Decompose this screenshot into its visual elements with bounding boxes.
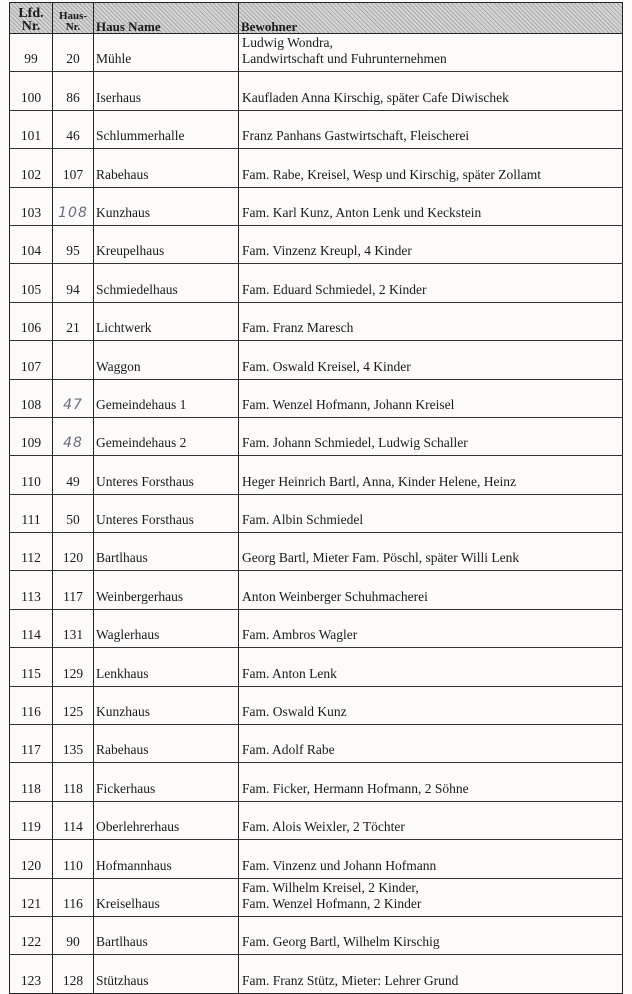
cell-haus-nr [53, 149, 94, 187]
bewohner-line: Fam. Eduard Schmiedel, 2 Kinder [242, 281, 427, 297]
cell-lfd-nr: 116 [10, 686, 53, 724]
handwritten-haus-nr: 108 [58, 204, 88, 221]
haus-nr-text: 50 [66, 512, 80, 528]
cell-bewohner [239, 533, 623, 571]
cell-lfd-nr: 122 [10, 916, 53, 954]
cell-lfd-nr: 107 [10, 341, 53, 379]
cell-haus-nr [53, 302, 94, 340]
cell-bewohner [239, 264, 623, 302]
cell-bewohner [239, 878, 623, 916]
table-row [10, 801, 623, 839]
cell-bewohner [239, 417, 623, 455]
table-row [10, 763, 623, 801]
cell-haus-name: Gemeindehaus 2 [94, 417, 239, 455]
bewohner-line: Fam. Karl Kunz, Anton Lenk und Keckstein [242, 204, 482, 220]
bewohner-line: Fam. Oswald Kreisel, 4 Kinder [242, 358, 411, 374]
bewohner-line: Fam. Oswald Kunz [242, 704, 347, 720]
haus-nr-text: 114 [63, 819, 83, 835]
cell-lfd-nr: 114 [10, 609, 53, 647]
cell-haus-name: Mühle [94, 34, 239, 72]
cell-haus-name: Iserhaus [94, 72, 239, 110]
bewohner-line: Georg Bartl, Mieter Fam. Pöschl, später Willi Lenk [242, 550, 520, 566]
haus-nr-text: 128 [62, 972, 84, 988]
haus-nr-text: 90 [66, 934, 80, 950]
cell-lfd-nr: 117 [10, 725, 53, 763]
table-body [10, 34, 623, 994]
cell-lfd-nr: 119 [10, 801, 53, 839]
bewohner-line: Fam. Johann Schmiedel, Ludwig Schaller [242, 435, 468, 451]
cell-haus-nr [53, 264, 94, 302]
cell-haus-nr [53, 916, 94, 954]
table-row [10, 840, 623, 878]
cell-lfd-nr: 109 [10, 417, 53, 455]
cell-lfd-nr: 101 [10, 110, 53, 148]
cell-haus-name: Unteres Forsthaus [94, 494, 239, 532]
cell-haus-name: Rabehaus [94, 149, 239, 187]
cell-lfd-nr: 103 [10, 187, 53, 225]
cell-lfd-nr: 115 [10, 648, 53, 686]
cell-lfd-nr: 100 [10, 72, 53, 110]
cell-haus-name: Kunzhaus [94, 686, 239, 724]
haus-nr-text: 20 [66, 51, 80, 67]
haus-nr-text: 135 [62, 742, 84, 758]
haus-nr-text: 118 [63, 780, 83, 796]
haus-nr-text: 120 [62, 550, 84, 566]
table-row [10, 302, 623, 340]
cell-haus-name: Gemeindehaus 1 [94, 379, 239, 417]
bewohner-line: Fam. Franz Stütz, Mieter: Lehrer Grund [242, 972, 459, 988]
table-header-row [10, 3, 623, 34]
cell-bewohner [239, 341, 623, 379]
cell-haus-nr [53, 456, 94, 494]
cell-haus-nr [53, 225, 94, 263]
cell-haus-name: Lenkhaus [94, 648, 239, 686]
bewohner-line: Heger Heinrich Bartl, Anna, Kinder Helene, Heinz [242, 473, 517, 489]
cell-haus-nr [53, 609, 94, 647]
haus-nr-text: 129 [62, 665, 84, 681]
table-row [10, 187, 623, 225]
cell-lfd-nr: 120 [10, 840, 53, 878]
cell-haus-nr [53, 648, 94, 686]
cell-lfd-nr: 111 [10, 494, 53, 532]
cell-bewohner [239, 149, 623, 187]
cell-haus-nr [53, 878, 94, 916]
cell-lfd-nr: 106 [10, 302, 53, 340]
haus-nr-text: 94 [66, 281, 80, 297]
cell-bewohner [239, 801, 623, 839]
cell-bewohner [239, 34, 623, 72]
haus-nr-text: 117 [63, 588, 83, 604]
table-row [10, 34, 623, 72]
table-row [10, 686, 623, 724]
cell-haus-nr [53, 955, 94, 993]
table-row [10, 571, 623, 609]
bewohner-line: Fam. Adolf Rabe [242, 742, 335, 758]
cell-bewohner [239, 763, 623, 801]
cell-haus-nr [53, 571, 94, 609]
table-row [10, 225, 623, 263]
cell-lfd-nr: 113 [10, 571, 53, 609]
cell-haus-name: Hofmannhaus [94, 840, 239, 878]
cell-haus-name: Kreupelhaus [94, 225, 239, 263]
haus-nr-text: 125 [62, 704, 84, 720]
cell-haus-name: Fickerhaus [94, 763, 239, 801]
cell-haus-nr [53, 34, 94, 72]
handwritten-haus-nr: 47 [63, 396, 83, 413]
table-row [10, 609, 623, 647]
cell-lfd-nr: 110 [10, 456, 53, 494]
table-row [10, 72, 623, 110]
cell-lfd-nr: 118 [10, 763, 53, 801]
cell-bewohner [239, 187, 623, 225]
table-row [10, 878, 623, 916]
cell-haus-name: Kreiselhaus [94, 878, 239, 916]
haus-nr-text: 86 [66, 89, 80, 105]
handwritten-haus-nr: 48 [63, 435, 83, 452]
cell-lfd-nr: 105 [10, 264, 53, 302]
cell-bewohner [239, 456, 623, 494]
cell-haus-name: Schlummerhalle [94, 110, 239, 148]
bewohner-line: Fam. Vinzenz und Johann Hofmann [242, 857, 437, 873]
table-row [10, 110, 623, 148]
bewohner-line: Fam. Franz Maresch [242, 320, 354, 336]
bewohner-line: Fam. Vinzenz Kreupl, 4 Kinder [242, 243, 412, 259]
bewohner-line: Fam. Rabe, Kreisel, Wesp und Kirschig, später Zollamt [242, 166, 541, 182]
cell-lfd-nr: 102 [10, 149, 53, 187]
cell-bewohner [239, 379, 623, 417]
cell-haus-name: Waggon [94, 341, 239, 379]
table-row [10, 494, 623, 532]
table-row [10, 456, 623, 494]
bewohner-line: Franz Panhans Gastwirtschaft, Fleischerei [242, 128, 470, 144]
cell-bewohner [239, 571, 623, 609]
cell-bewohner [239, 648, 623, 686]
haus-nr-text: 131 [62, 627, 84, 643]
cell-lfd-nr: 99 [10, 34, 53, 72]
header-bewohner: Bewohner [239, 3, 623, 34]
cell-bewohner [239, 110, 623, 148]
bewohner-line: Kaufladen Anna Kirschig, später Cafe Diwischek [242, 89, 509, 105]
cell-haus-nr [53, 533, 94, 571]
cell-bewohner [239, 955, 623, 993]
haus-nr-text: 46 [66, 128, 80, 144]
cell-lfd-nr: 121 [10, 878, 53, 916]
bewohner-line: Fam. Ficker, Hermann Hofmann, 2 Söhne [242, 780, 469, 796]
cell-bewohner [239, 225, 623, 263]
bewohner-line: Fam. Wilhelm Kreisel, 2 Kinder, [242, 879, 419, 895]
table-row [10, 341, 623, 379]
cell-haus-name: Kunzhaus [94, 187, 239, 225]
residents-table [9, 2, 623, 994]
bewohner-line: Fam. Anton Lenk [242, 665, 337, 681]
cell-bewohner [239, 494, 623, 532]
cell-haus-nr [53, 341, 94, 379]
bewohner-line: Anton Weinberger Schuhmacherei [242, 588, 428, 604]
table-row [10, 648, 623, 686]
bewohner-line: Fam. Wenzel Hofmann, Johann Kreisel [242, 396, 455, 412]
cell-haus-name: Oberlehrerhaus [94, 801, 239, 839]
haus-nr-text: 110 [63, 857, 83, 873]
cell-bewohner [239, 609, 623, 647]
cell-haus-nr [53, 686, 94, 724]
table-row [10, 379, 623, 417]
cell-haus-nr [53, 725, 94, 763]
cell-bewohner [239, 72, 623, 110]
cell-haus-name: Lichtwerk [94, 302, 239, 340]
bewohner-line: Fam. Georg Bartl, Wilhelm Kirschig [242, 934, 440, 950]
bewohner-line-2: Landwirtschaft und Fuhrunternehmen [242, 51, 447, 67]
cell-haus-name: Bartlhaus [94, 533, 239, 571]
haus-nr-text: 107 [62, 166, 84, 182]
cell-haus-nr [53, 840, 94, 878]
bewohner-line-2: Fam. Wenzel Hofmann, 2 Kinder [242, 895, 422, 911]
table-row [10, 149, 623, 187]
cell-bewohner [239, 916, 623, 954]
cell-bewohner [239, 840, 623, 878]
cell-haus-name: Rabehaus [94, 725, 239, 763]
cell-haus-nr [53, 417, 94, 455]
bewohner-line: Fam. Ambros Wagler [242, 627, 358, 643]
cell-bewohner [239, 725, 623, 763]
table-row [10, 725, 623, 763]
cell-lfd-nr: 108 [10, 379, 53, 417]
cell-haus-nr [53, 494, 94, 532]
table-row [10, 955, 623, 993]
table-row [10, 916, 623, 954]
haus-nr-text: 49 [66, 473, 80, 489]
cell-haus-nr [53, 379, 94, 417]
bewohner-line: Ludwig Wondra, [242, 35, 333, 51]
bewohner-line: Fam. Albin Schmiedel [242, 512, 364, 528]
cell-lfd-nr: 123 [10, 955, 53, 993]
cell-haus-nr [53, 801, 94, 839]
table-row [10, 533, 623, 571]
cell-bewohner [239, 302, 623, 340]
cell-haus-nr [53, 187, 94, 225]
cell-haus-name: Stützhaus [94, 955, 239, 993]
cell-haus-name: Bartlhaus [94, 916, 239, 954]
cell-haus-nr [53, 72, 94, 110]
cell-haus-name: Schmiedelhaus [94, 264, 239, 302]
cell-haus-nr [53, 763, 94, 801]
cell-lfd-nr: 112 [10, 533, 53, 571]
bewohner-line: Fam. Alois Weixler, 2 Töchter [242, 819, 405, 835]
header-lfd-nr: Lfd. Nr. [10, 3, 53, 34]
cell-bewohner [239, 686, 623, 724]
table-row [10, 417, 623, 455]
haus-nr-text: 21 [66, 320, 80, 336]
haus-nr-text: 95 [66, 243, 80, 259]
header-haus-name: Haus Name [94, 3, 239, 34]
haus-nr-text: 116 [63, 895, 83, 911]
table-row [10, 264, 623, 302]
header-haus-nr: Haus- Nr. [53, 3, 94, 34]
cell-lfd-nr: 104 [10, 225, 53, 263]
cell-haus-name: Unteres Forsthaus [94, 456, 239, 494]
cell-haus-name: Weinbergerhaus [94, 571, 239, 609]
cell-haus-name: Waglerhaus [94, 609, 239, 647]
cell-haus-nr [53, 110, 94, 148]
